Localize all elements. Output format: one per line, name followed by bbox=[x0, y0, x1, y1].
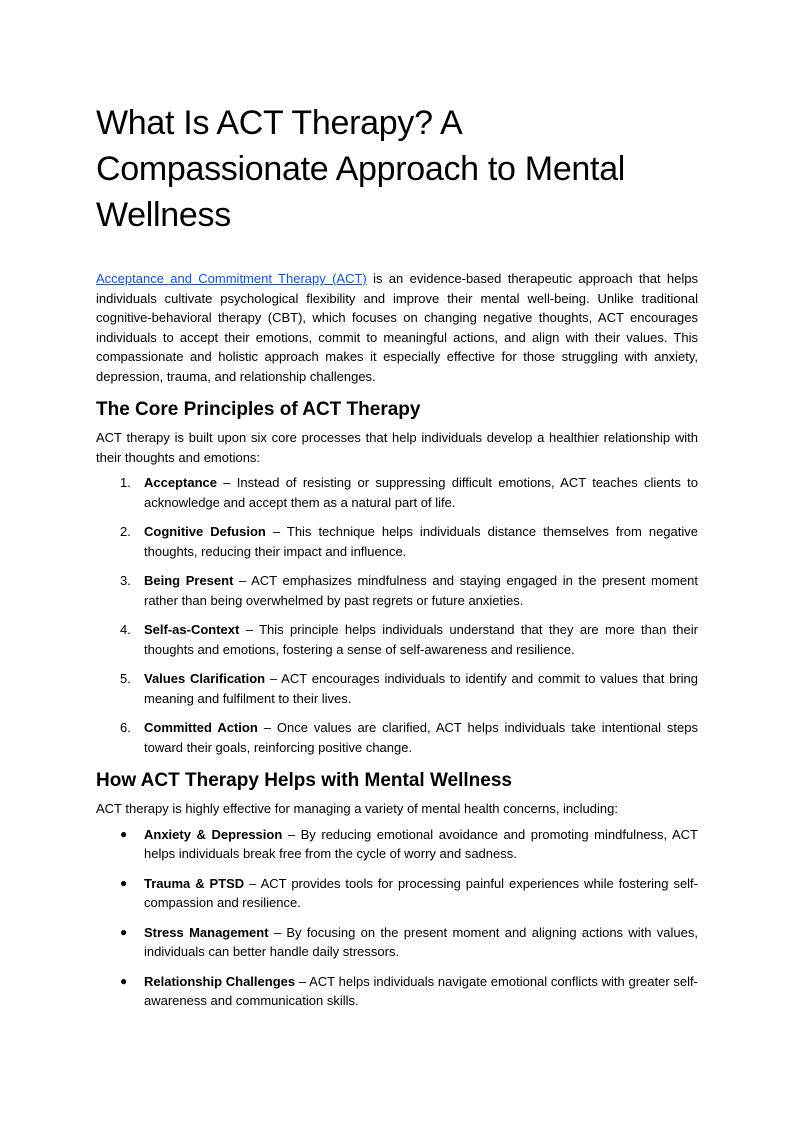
list-item-text: – ACT provides tools for processing painful experiences while fostering self-compassion and resilience. bbox=[144, 875, 698, 910]
list-item bbox=[96, 923, 698, 962]
list-item bbox=[96, 473, 698, 512]
list-item-term: Anxiety & Depression bbox=[144, 826, 283, 842]
list-number: 5. bbox=[120, 671, 131, 686]
act-link[interactable]: Acceptance and Commitment Therapy (ACT) bbox=[96, 271, 367, 286]
list-item bbox=[96, 825, 698, 864]
list-item-text: – This principle helps individuals understand that they are more than their thoughts and emotions, fostering a sense of self-awareness and resilience. bbox=[144, 622, 698, 657]
list-item-term: Trauma & PTSD bbox=[144, 875, 245, 891]
list-item bbox=[96, 620, 698, 659]
list-item-term: Values Clarification bbox=[144, 671, 266, 686]
list-item bbox=[96, 874, 698, 913]
list-item-text: – Instead of resisting or suppressing difficult emotions, ACT teaches clients to acknowledge and accept them as a natural part of life. bbox=[144, 475, 698, 510]
intro-text: is an evidence-based therapeutic approach that helps individuals cultivate psychological flexibility and improve their mental well-being. Unlike traditional cognitive-behavioral therapy (CBT), which focuses on changing negative thoughts, ACT encourages individuals to accept their emotions, commit to meaningful actions, and align with their values. This compassionate and holistic approach makes it especially effective for those struggling with anxiety, depression, trauma, and relationship challenges. bbox=[96, 271, 698, 384]
principles-list bbox=[96, 473, 698, 757]
list-item-text: – Once values are clarified, ACT helps individuals take intentional steps toward their goals, reinforcing positive change. bbox=[144, 720, 698, 755]
section-heading-core-principles: The Core Principles of ACT Therapy bbox=[96, 399, 421, 420]
bullet-icon: ● bbox=[120, 875, 128, 890]
page-title: What Is ACT Therapy? A Compassionate Approach to Mental Wellness bbox=[96, 104, 626, 234]
list-item-text: – This technique helps individuals distance themselves from negative thoughts, reducing their impact and influence. bbox=[144, 524, 698, 559]
list-item-text: – By reducing emotional avoidance and promoting mindfulness, ACT helps individuals break free from the cycle of worry and sadness. bbox=[144, 826, 699, 861]
section-lead-mental-wellness: ACT therapy is highly effective for managing a variety of mental health concerns, including: bbox=[96, 801, 618, 816]
document-page bbox=[96, 96, 698, 1021]
bullet-icon: ● bbox=[120, 826, 128, 841]
list-item-term: Being Present bbox=[144, 573, 234, 588]
intro-paragraph bbox=[96, 269, 698, 386]
list-number: 4. bbox=[120, 622, 131, 637]
list-item-text: – ACT helps individuals navigate emotional conflicts with greater self-awareness and communication skills. bbox=[144, 973, 698, 1008]
list-number: 3. bbox=[120, 573, 131, 588]
section-lead-core-principles: ACT therapy is built upon six core processes that help individuals develop a healthier relationship with their thoughts and emotions: bbox=[96, 430, 698, 465]
section-heading-mental-wellness: How ACT Therapy Helps with Mental Wellness bbox=[96, 770, 512, 791]
list-item bbox=[96, 571, 698, 610]
list-number: 2. bbox=[120, 524, 131, 539]
list-item-term: Cognitive Defusion bbox=[144, 524, 266, 539]
list-item-term: Committed Action bbox=[144, 720, 258, 735]
list-number: 6. bbox=[120, 720, 131, 735]
list-item bbox=[96, 669, 698, 708]
list-item-term: Stress Management bbox=[144, 924, 269, 940]
list-item-text: – ACT emphasizes mindfulness and staying engaged in the present moment rather than being overwhelmed by past regrets or future anxieties. bbox=[144, 573, 698, 608]
benefits-list bbox=[96, 825, 698, 1011]
list-item bbox=[96, 522, 698, 561]
list-item bbox=[96, 972, 698, 1011]
bullet-icon: ● bbox=[120, 924, 128, 939]
list-item-text: – ACT encourages individuals to identify and commit to values that bring meaning and fulfilment to their lives. bbox=[144, 671, 698, 706]
list-item-term: Self-as-Context bbox=[144, 622, 240, 637]
list-item-term: Acceptance bbox=[144, 475, 217, 490]
list-item bbox=[96, 718, 698, 757]
list-item-text: – By focusing on the present moment and aligning actions with values, individuals can better handle daily stressors. bbox=[144, 924, 698, 959]
list-item-term: Relationship Challenges bbox=[144, 973, 296, 989]
list-number: 1. bbox=[120, 475, 131, 490]
bullet-icon: ● bbox=[120, 973, 128, 988]
